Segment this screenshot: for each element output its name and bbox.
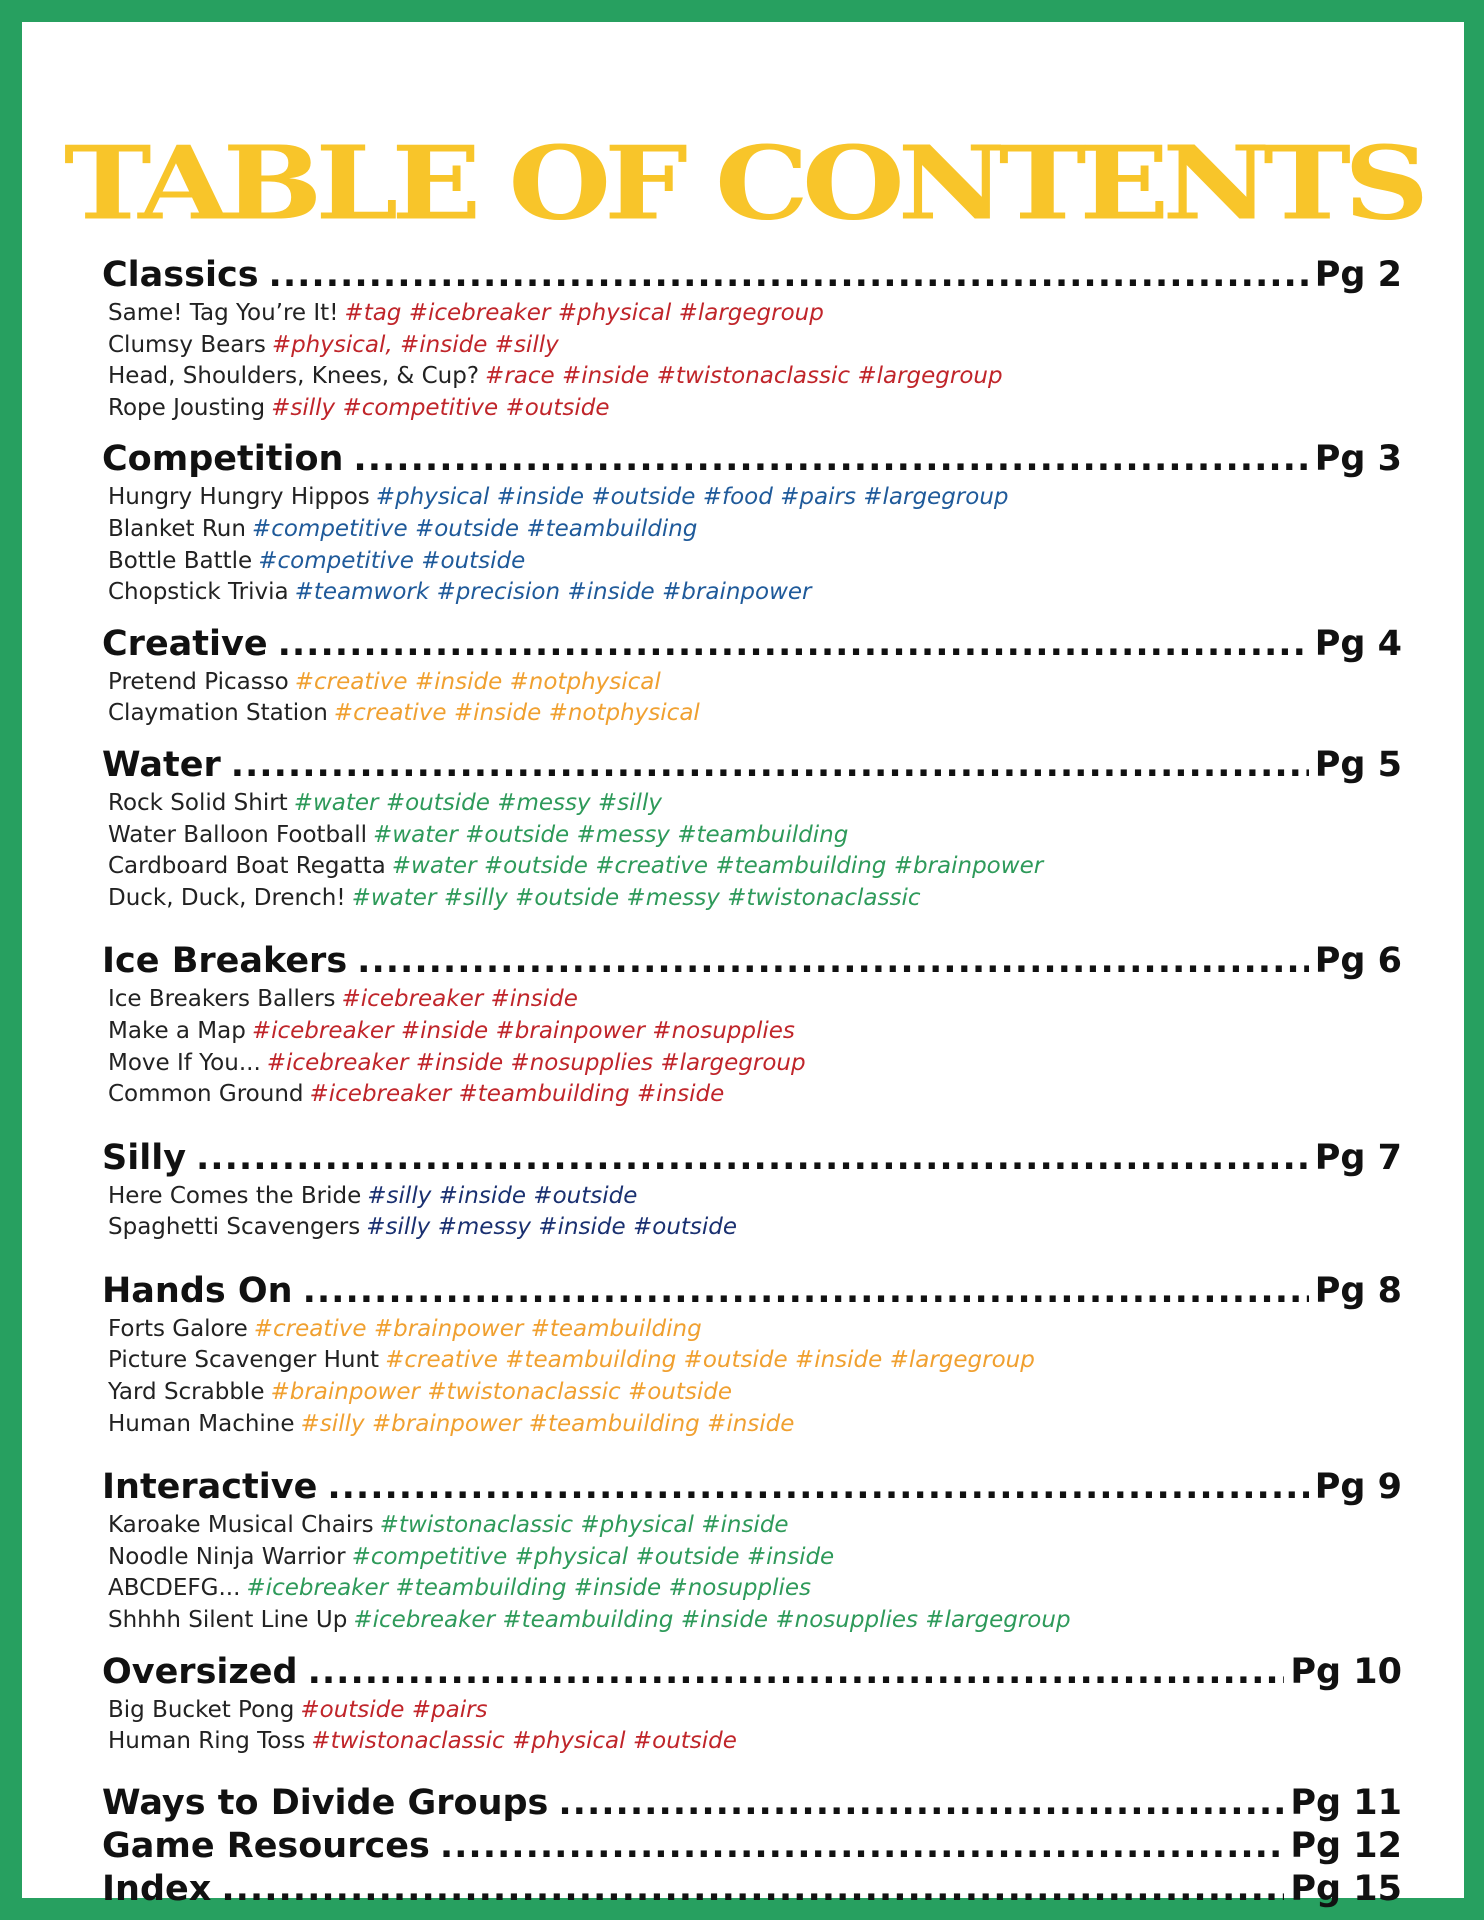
section-title: Game Resources (102, 1825, 430, 1866)
toc-section (102, 1649, 1402, 1758)
game-name: Blanket Run (108, 515, 246, 542)
game-name: Rope Jousting (108, 394, 266, 421)
game-name: Cardboard Boat Regatta (108, 853, 386, 880)
list-item[interactable] (102, 1573, 1402, 1605)
game-name: Big Bucket Pong (108, 1696, 295, 1723)
dot-leader (558, 1782, 1284, 1825)
game-name: Head, Shoulders, Knees, & Cup? (108, 363, 480, 390)
list-item[interactable] (102, 851, 1402, 883)
list-item[interactable] (102, 788, 1402, 820)
page-number: Pg 12 (1290, 1825, 1402, 1866)
game-name: Common Ground (108, 1081, 304, 1108)
section-title: Classics (102, 255, 259, 295)
game-tags: #silly #brainpower #teambuilding #inside (300, 1410, 795, 1437)
game-name: Noodle Ninja Warrior (108, 1543, 346, 1570)
list-item[interactable] (102, 1695, 1402, 1727)
dot-leader (278, 621, 1309, 667)
page-number: Pg 15 (1290, 1868, 1402, 1909)
game-tags: #icebreaker #inside #nosupplies #largegroup (266, 1049, 806, 1076)
section-heading[interactable] (102, 436, 1402, 482)
game-tags: #creative #inside #notphysical (294, 668, 661, 695)
game-name: Yard Scrabble (108, 1379, 265, 1406)
dot-leader (303, 1268, 1309, 1314)
game-name: Human Ring Toss (108, 1728, 306, 1755)
section-title: Oversized (102, 1651, 298, 1692)
game-tags: #creative #teambuilding #outside #inside #largegroup (385, 1347, 1035, 1374)
game-name: Water Balloon Football (108, 821, 368, 848)
game-name: Ice Breakers Ballers (108, 986, 336, 1013)
toc-section (102, 1268, 1402, 1440)
list-item[interactable] (102, 1542, 1402, 1574)
list-item[interactable] (102, 1345, 1402, 1377)
page-number: Pg 6 (1314, 941, 1402, 982)
section-heading[interactable] (102, 1135, 1402, 1181)
section-title: Interactive (102, 1467, 318, 1508)
section-title: Hands On (102, 1270, 293, 1311)
game-tags: #water #outside #messy #teambuilding (373, 821, 849, 848)
game-name: Human Machine (108, 1410, 295, 1437)
section-heading[interactable] (102, 252, 1402, 298)
list-item[interactable] (102, 820, 1402, 852)
game-name: Pretend Picasso (108, 668, 289, 695)
list-item[interactable] (102, 298, 1402, 330)
game-name: Rock Solid Shirt (108, 789, 288, 816)
game-name: Bottle Battle (108, 547, 253, 574)
section-title: Water (102, 744, 221, 785)
game-name: Spaghetti Scavengers (108, 1214, 361, 1241)
game-tags: #water #silly #outside #messy #twistonaclassic (351, 884, 921, 911)
game-name: Make a Map (108, 1017, 246, 1044)
dot-leader (308, 1649, 1285, 1695)
game-tags: #water #outside #messy #silly (293, 789, 662, 816)
game-tags: #tag #icebreaker #physical #largegroup (344, 300, 824, 326)
game-name: Clumsy Bears (108, 331, 266, 358)
game-tags: #twistonaclassic #physical #inside (379, 1512, 789, 1539)
section-heading[interactable] (102, 1782, 1402, 1825)
list-item[interactable] (102, 883, 1402, 915)
game-name: Picture Scavenger Hunt (108, 1347, 380, 1374)
dot-leader (327, 1464, 1308, 1510)
section-heading[interactable] (102, 1464, 1402, 1510)
section-heading[interactable] (102, 1649, 1402, 1695)
list-item[interactable] (102, 1048, 1402, 1080)
game-tags: #silly #competitive #outside (271, 394, 610, 421)
game-name: Shhhh Silent Line Up (108, 1607, 348, 1634)
section-title: Index (102, 1868, 212, 1909)
game-name: Here Comes the Bride (108, 1182, 362, 1209)
game-tags: #silly #messy #inside #outside (366, 1214, 738, 1241)
game-tags: #water #outside #creative #teambuilding #brainpower (391, 853, 1044, 880)
dot-leader (440, 1825, 1285, 1868)
section-heading[interactable] (102, 621, 1402, 667)
game-name: Forts Galore (108, 1315, 248, 1342)
game-tags: #icebreaker #teambuilding #inside #nosupplies #largegroup (353, 1607, 1071, 1634)
section-title: Creative (102, 623, 268, 664)
list-item[interactable] (102, 330, 1402, 362)
game-name: Chopstick Trivia (108, 579, 289, 606)
list-item[interactable] (102, 514, 1402, 546)
section-heading[interactable] (102, 938, 1402, 984)
section-title: Ways to Divide Groups (102, 1782, 549, 1823)
dot-leader (269, 252, 1309, 298)
section-heading[interactable] (102, 742, 1402, 788)
game-tags: #icebreaker #teambuilding #inside #nosupplies (246, 1575, 812, 1602)
game-tags: #competitive #physical #outside #inside (351, 1543, 835, 1570)
page-title: TABLE OF CONTENTS (63, 122, 1423, 243)
page-number: Pg 10 (1290, 1651, 1402, 1692)
page-number: Pg 4 (1314, 623, 1402, 664)
dot-leader (221, 1868, 1284, 1911)
game-name: Hungry Hungry Hippos (108, 484, 370, 511)
toc-section (102, 742, 1402, 914)
page (22, 22, 1464, 1909)
list-item[interactable] (102, 482, 1402, 514)
list-item[interactable] (102, 1314, 1402, 1346)
section-title: Competition (102, 439, 344, 480)
list-item[interactable] (102, 1016, 1402, 1048)
game-tags: #silly #inside #outside (367, 1182, 638, 1209)
table-of-contents (102, 252, 1402, 1911)
page-number: Pg 7 (1314, 1137, 1402, 1178)
page-number: Pg 5 (1314, 744, 1402, 785)
game-tags: #creative #inside #notphysical (333, 700, 700, 727)
game-name: Duck, Duck, Drench! (108, 884, 346, 911)
game-tags: #icebreaker #teambuilding #inside (309, 1081, 725, 1108)
game-tags: #creative #brainpower #teambuilding (253, 1315, 702, 1342)
list-item[interactable] (102, 1377, 1402, 1409)
dot-leader (353, 436, 1308, 482)
game-tags: #brainpower #twistonaclassic #outside (270, 1379, 733, 1406)
list-item[interactable] (102, 1605, 1402, 1637)
game-name: Claymation Station (108, 700, 328, 727)
game-tags: #teamwork #precision #inside #brainpower (294, 579, 812, 606)
page-number: Pg 3 (1314, 439, 1402, 480)
toc-section (102, 436, 1402, 608)
game-name: Karoake Musical Chairs (108, 1512, 374, 1539)
game-tags: #twistonaclassic #physical #outside (311, 1728, 737, 1755)
toc-section (102, 938, 1402, 1110)
dot-leader (231, 742, 1309, 788)
game-name: Same! Tag You’re It! (108, 300, 339, 326)
list-item[interactable] (102, 577, 1402, 609)
game-tags: #competitive #outside (258, 547, 526, 574)
game-tags: #outside #pairs (300, 1696, 488, 1723)
list-item[interactable] (102, 393, 1402, 425)
list-item[interactable] (102, 361, 1402, 393)
dot-leader (196, 1135, 1309, 1181)
section-heading[interactable] (102, 1868, 1402, 1911)
toc-section (102, 252, 1402, 424)
section-heading[interactable] (102, 1825, 1402, 1868)
dot-leader (357, 938, 1309, 984)
toc-section (102, 1464, 1402, 1636)
game-tags: #race #inside #twistonaclassic #largegroup (485, 363, 1003, 390)
section-title: Ice Breakers (102, 941, 348, 982)
game-tags: #physical #inside #outside #food #pairs #largegroup (375, 484, 1009, 511)
list-item[interactable] (102, 1079, 1402, 1111)
final-entries (102, 1782, 1402, 1911)
toc-section (102, 1135, 1402, 1244)
game-name: Move If You... (108, 1049, 261, 1076)
list-item[interactable] (102, 1181, 1402, 1213)
game-tags: #physical, #inside #silly (271, 331, 559, 358)
section-title: Silly (102, 1137, 187, 1178)
list-item[interactable] (102, 667, 1402, 699)
game-tags: #icebreaker #inside #brainpower #nosupplies (251, 1017, 795, 1044)
list-item[interactable] (102, 1212, 1402, 1244)
game-tags: #competitive #outside #teambuilding (251, 515, 698, 542)
page-number: Pg 8 (1314, 1270, 1402, 1311)
list-item[interactable] (102, 1726, 1402, 1758)
game-tags: #icebreaker #inside (341, 986, 578, 1013)
list-item[interactable] (102, 1510, 1402, 1542)
toc-section (102, 621, 1402, 730)
list-item[interactable] (102, 546, 1402, 578)
page-number: Pg 11 (1290, 1782, 1402, 1823)
list-item[interactable] (102, 1409, 1402, 1441)
section-heading[interactable] (102, 1268, 1402, 1314)
game-name: ABCDEFG... (108, 1575, 241, 1602)
list-item[interactable] (102, 698, 1402, 730)
page-number: Pg 9 (1314, 1467, 1402, 1508)
page-number: Pg 2 (1314, 255, 1402, 295)
list-item[interactable] (102, 984, 1402, 1016)
